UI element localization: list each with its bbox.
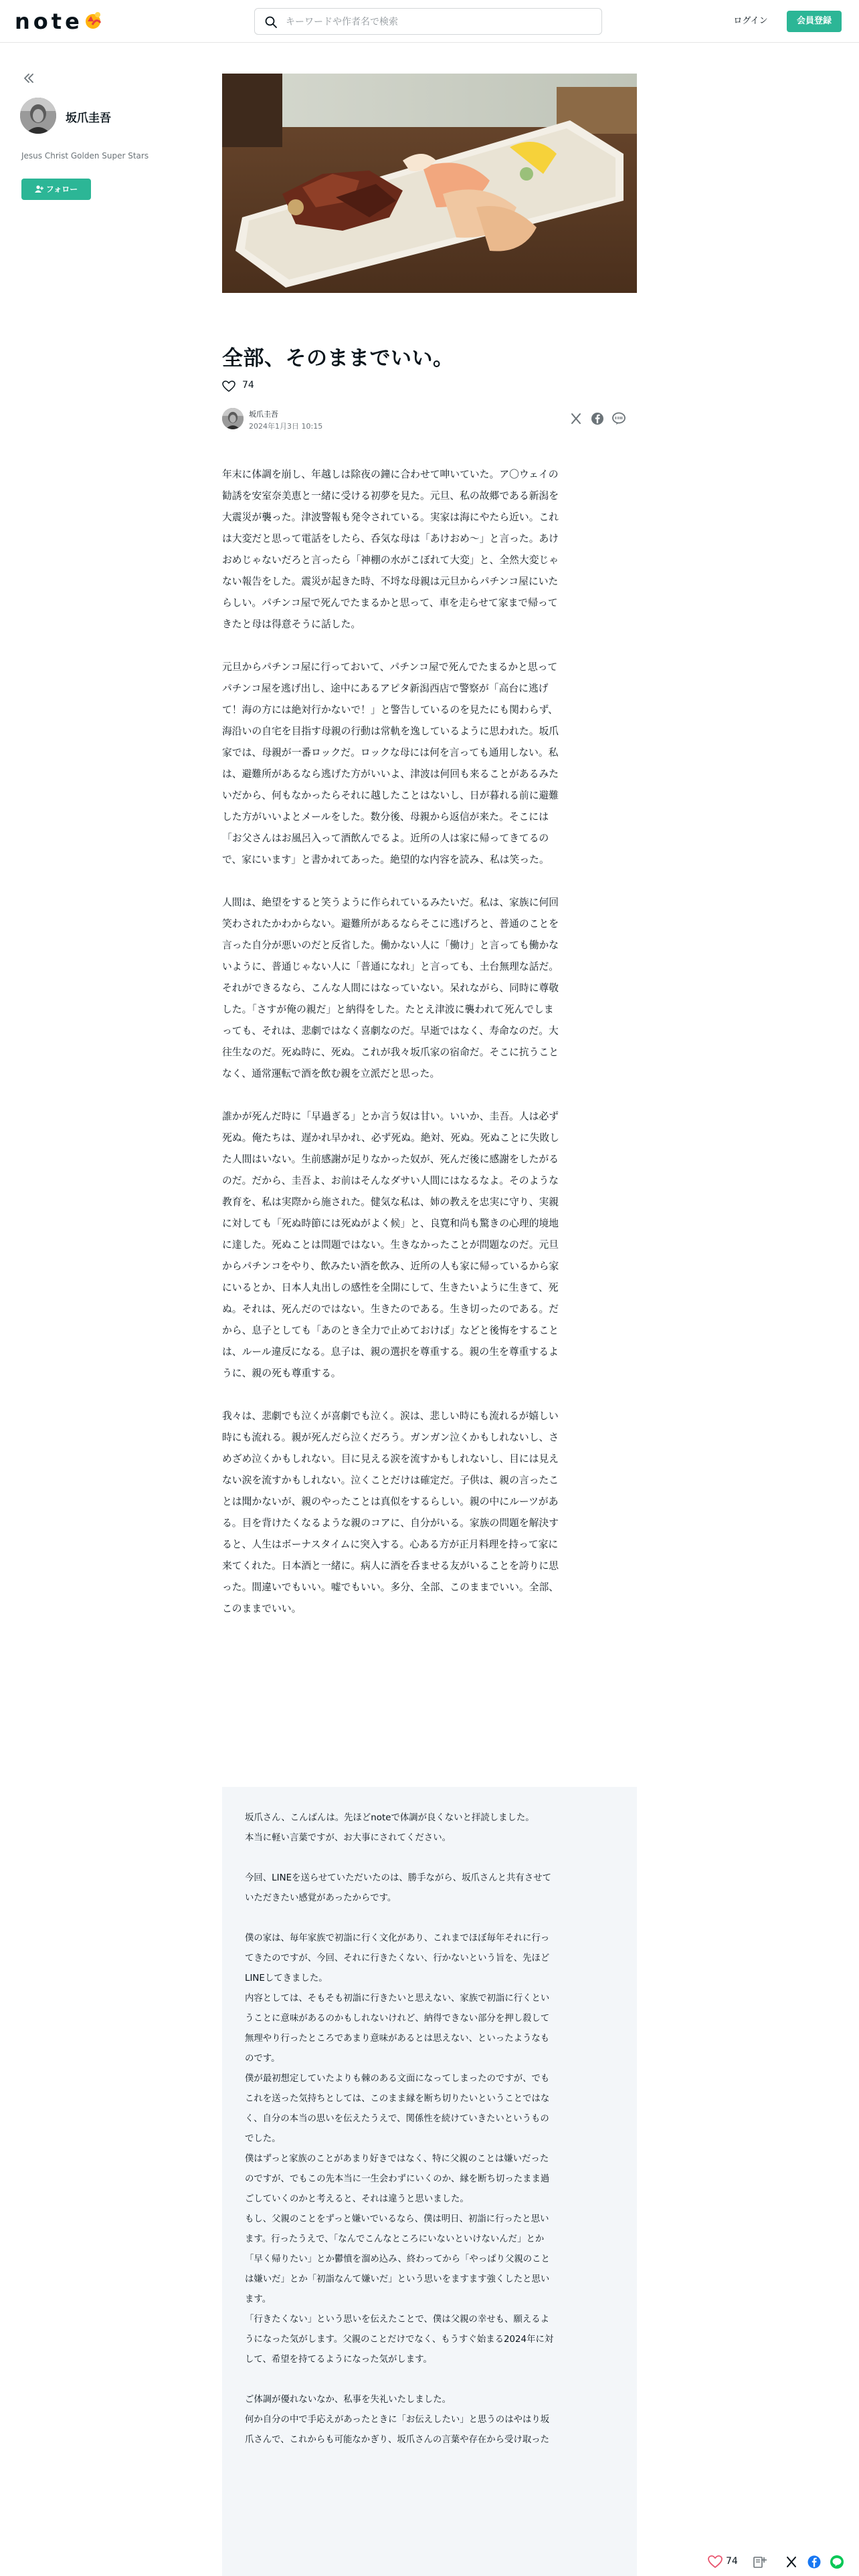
search-input[interactable]: [284, 9, 595, 35]
like-count[interactable]: 74: [242, 380, 254, 391]
follow-button[interactable]: [21, 179, 91, 200]
quote-paragraph: 内容としては、そもそも初詣に行きたいと思えない、家族で初詣に行くとい うことに意味があるのかもしれないけれど、納得できない部分を押し殺して 無理やり行ったところであまり意味があるとは思えない、といったようなも のです。: [245, 1994, 550, 2064]
magazine-add-icon[interactable]: [752, 2555, 767, 2569]
body-paragraph: 我々は、悲劇でも泣くが喜劇でも泣く。涙は、悲しい時にも流れるが嬉しい 時にも流れる。親が死んだら泣くだろう。ガンガン泣くかもしれないし、さ めざめ泣くかもしれない。目に見える涙を流すかもしれないし、目には見え ない涙を流すかもしれない。泣くことだけは確定だ。子供は、親の言ったこ とは聞かないが、親のやったことは真似をするらしい。親の中にルーツがあ る。目を背けたくなるような親のコアに、自分がいる。家族の問題を解決す ると、人生はボーナスタイムに突入する。心ある方が正月料理を持って家に 来てくれた。日本酒と一緒に。病人に酒を呑ませる友がいることを誇りに思 った。間違いでもいい。嘘でもいい。多分、全部、このままでいい。全部、 このままでいい。: [222, 1410, 559, 1614]
quote-paragraph: 今回、LINEを送らせていただいたのは、勝手ながら、坂爪さんと共有させて いただきたい感覚があったからです。: [245, 1873, 551, 1903]
note-logo[interactable]: [15, 8, 104, 35]
search-box[interactable]: [254, 8, 602, 35]
logo-text: note: [15, 9, 83, 34]
quote-paragraph: 僕の家は、毎年家族で初詣に行く文化があり、これまでほぼ毎年それに行っ てきたのですが、今回、それに行きたくない、行かないという旨を、先ほど LINEしてきました。: [245, 1933, 550, 1983]
floating-line-share-icon[interactable]: [830, 2555, 844, 2569]
quote-paragraph: 「行きたくない」という思いを伝えたことで、僕は父親の幸せも、願えるよ うになった気がします。父親のことだけでなく、もうすぐ始まる2024年に対 して、希望を持てるようになった気がします。: [245, 2315, 554, 2365]
login-button[interactable]: ログイン: [733, 16, 768, 26]
search-icon: [264, 15, 278, 29]
meta-author-name[interactable]: 坂爪圭吾: [249, 410, 278, 419]
hero-image: [222, 74, 637, 293]
quoted-message: [222, 1787, 637, 2576]
x-share-icon[interactable]: [569, 411, 583, 426]
hero-photo: [222, 74, 637, 293]
quote-paragraph: 坂爪さん、こんばんは。先ほどnoteで体調が良くないと拝読しました。 本当に軽い言葉ですが、お大事にされてください。: [245, 1813, 535, 1843]
floating-heart-icon[interactable]: [708, 2555, 723, 2569]
quote-paragraph: もし、父親のことをずっと嫌いでいるなら、僕は明日、初詣に行ったと思い ます。行ったうえで、「なんでこんなところにいないといけないんだ」とか 「早く帰りたい」とか鬱憤を溜め込み、終わってから「やっぱり父親のこと は嫌いだ」とか「初詣なんて嫌いだ」という思いをますます強くしたと思い ます。: [245, 2214, 550, 2304]
line-share-icon[interactable]: [611, 411, 626, 426]
article-body: [222, 464, 637, 1641]
body-paragraph: 年末に体調を崩し、年越しは除夜の鐘に合わせて呻いていた。ア〇ウェイの 勧誘を安室奈美恵と一緒に受ける初夢を見た。元旦、私の故郷である新潟を 大震災が襲った。津波警報も発令されている。実家は海にやたら近い。これ は大変だと思って電話をしたら、呑気な母は「あけおめ〜」と言った。あけ おめじゃないだろと言ったら「神棚の水がこぼれて大変」と、全然大変じゃ ない報告をした。震災が起きた時、不埒な母親は元旦からパチンコ屋にいた らしい。パチンコ屋で死んでたまるかと思って、車を走らせて家まで帰って きたと母は得意そうに話した。: [222, 469, 559, 630]
follow-label: フォロー: [45, 185, 78, 194]
site-header: [0, 0, 859, 43]
quote-paragraph: 僕が最初想定していたよりも棘のある文面になってしまったのですが、でも これを送った気持ちとしては、このまま縁を断ち切りたいということではな く、自分の本当の思いを伝えたうえで、関係性を続けていきたいというもの でした。: [245, 2074, 550, 2144]
author-avatar[interactable]: [20, 98, 56, 134]
quote-paragraph: 何か自分の中で手応えがあったときに「お伝えしたい」と思うのはやはり坂 爪さんで、これからも可能なかぎり、坂爪さんの言葉や存在から受け取った: [245, 2415, 550, 2445]
floating-like-count[interactable]: 74: [726, 2556, 738, 2567]
article-title: 全部、そのままでいい。: [222, 346, 454, 370]
floating-facebook-share-icon[interactable]: [807, 2555, 822, 2569]
logo-mark-icon: [82, 8, 104, 31]
floating-x-share-icon[interactable]: [784, 2555, 799, 2569]
floating-action-bar: [696, 2548, 859, 2576]
author-name[interactable]: 坂爪圭吾: [66, 112, 111, 125]
meta-author-avatar[interactable]: [222, 408, 244, 429]
collapse-sidebar-icon[interactable]: [21, 71, 36, 86]
author-photo: [20, 98, 56, 134]
publish-date: 2024年1月3日 10:15: [249, 422, 323, 431]
facebook-share-icon[interactable]: [590, 411, 605, 426]
body-paragraph: 誰かが死んだ時に「早過ぎる」とか言う奴は甘い。いいか、圭吾。人は必ず 死ぬ。俺たちは、遅かれ早かれ、必ず死ぬ。絶対、死ぬ。死ぬことに失敗し た人間はいない。生前感謝が足りなかった奴が、死んだ後に感謝をしたがる のだ。だから、圭吾よ、お前はそんなダサい人間にはなるなよ。そのような 教育を、私は実際から施された。健気な私は、姉の教えを忠実に守り、実親 に対しても「死ぬ時節には死ぬがよく候」と、良寛和尚も驚きの心理的境地 に達した。死ぬことは問題ではない。生きなかったことが問題なのだ。元旦 からパチンコをやり、飲みたい酒を飲み、近所の人も家に帰っているから家 にいるとか、日本人丸出しの感性を全開にして、生きたいように生きて、死 ぬ。それは、死んだのではない。生きたのである。生き切ったのである。だ から、息子としても「あのとき全力で止めておけば」などと後悔をすること は、ルール違反になる。息子は、親の選択を尊重する。親の生を尊重するよ うに、親の死も尊重する。: [222, 1111, 559, 1379]
meta-author-photo: [222, 408, 244, 429]
quote-paragraph: 僕はずっと家族のことがあまり好きではなく、特に父親のことは嫌いだった のですが、でもこの先本当に一生会わずにいくのか、縁を断ち切ったまま過 ごしていくのかと考えると、それは違うと思いました。: [245, 2154, 550, 2204]
body-paragraph: 人間は、絶望をすると笑うように作られているみたいだ。私は、家族に何回 笑わされたかわからない。避難所があるならそこに逃げろと、普通のことを 言った自分が悪いのだと反省した。働かない人に「働け」と言っても働かな いように、普通じゃない人に「普通になれ」と言っても、土台無理な話だ。 それができるなら、こんな人間にはなっていない。呆れながら、同時に尊敬 した。「さすが俺の親だ」と納得をした。たとえ津波に襲われて死んでしま っても、それは、悲劇ではなく喜劇なのだ。早逝ではなく、寿命なのだ。大 往生なのだ。死ぬ時に、死ぬ。これが我々坂爪家の宿命だ。そこに抗うこと なく、通常運転で酒を飲む親を立派だと思った。: [222, 897, 559, 1079]
body-paragraph: 元旦からパチンコ屋に行っておいて、パチンコ屋で死んでたまるかと思って パチンコ屋を逃げ出し、途中にあるアピタ新潟西店で警察が「高台に逃げ て！海の方には絶対行かないで！」と警告しているのを見たにも関わらず、 海沿いの自宅を目指す母親の行動は常軌を逸しているように思われた。坂爪 家では、母親が一番ロックだ。ロックな母には何を言っても通用しない。私 は、避難所があるなら逃げた方がいいよ、津波は何回も来ることがあるみた いだから、何もなかったらそれに越したことはないし、日が暮れる前に避難 した方がいいよとメールをした。数分後、母親から返信が来た。そこには 「お父さんはお風呂入って酒飲んでるよ。近所の人は家に帰ってきてるの で、家にいます」と書かれてあった。絶望的な内容を読み、私は笑った。: [222, 661, 559, 865]
signup-button[interactable]: 会員登録: [787, 11, 842, 32]
author-bio: Jesus Christ Golden Super Stars: [21, 151, 149, 160]
heart-icon[interactable]: [222, 381, 235, 393]
add-user-icon: [35, 185, 44, 193]
quote-paragraph: ご体調が優れないなか、私事を失礼いたしました。: [245, 2395, 451, 2405]
